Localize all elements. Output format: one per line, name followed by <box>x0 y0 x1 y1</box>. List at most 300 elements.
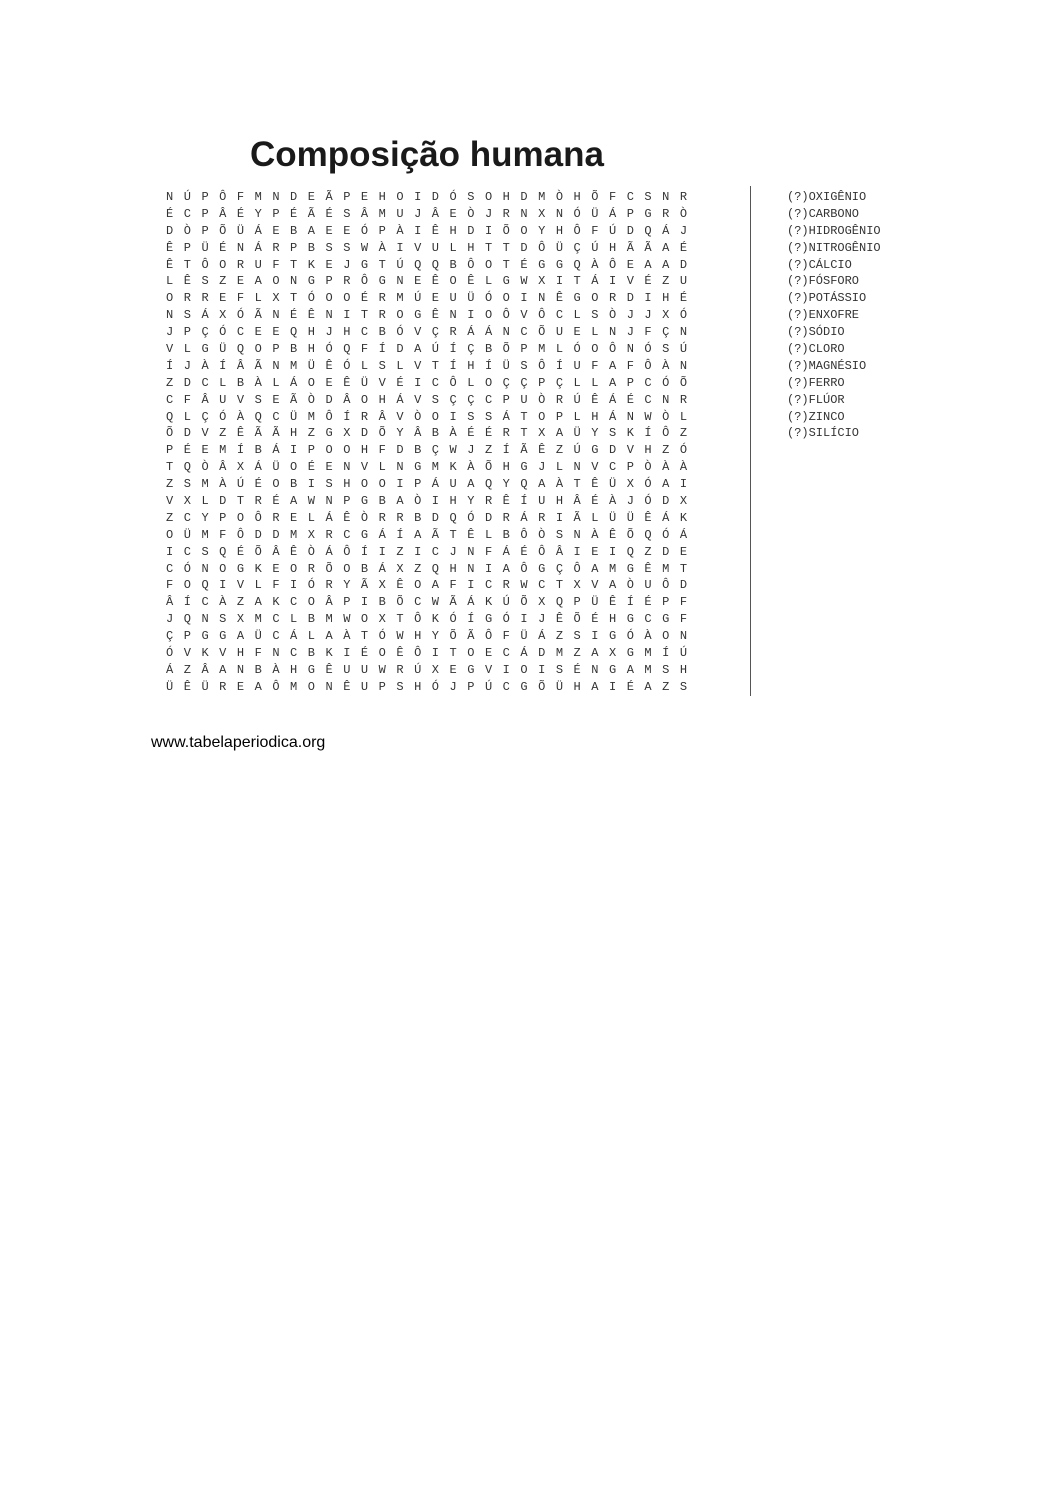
grid-letter[interactable]: Ê <box>343 375 351 390</box>
grid-letter[interactable]: O <box>449 274 457 289</box>
grid-letter[interactable]: Ú <box>679 646 688 661</box>
grid-letter[interactable]: Ã <box>644 240 652 255</box>
grid-letter[interactable]: P <box>502 392 510 407</box>
grid-letter[interactable]: D <box>272 527 280 542</box>
grid-letter[interactable]: O <box>520 223 528 238</box>
grid-letter[interactable]: D <box>608 443 617 458</box>
grid-letter[interactable]: H <box>573 190 581 204</box>
grid-letter[interactable]: M <box>608 561 617 576</box>
grid-letter[interactable]: Ç <box>502 375 510 390</box>
grid-letter[interactable]: R <box>325 527 333 542</box>
grid-letter[interactable]: A <box>414 342 422 357</box>
grid-letter[interactable]: V <box>236 578 245 593</box>
grid-letter[interactable]: S <box>608 426 617 441</box>
grid-letter[interactable]: O <box>166 527 174 542</box>
grid-letter[interactable]: E <box>484 646 493 661</box>
grid-letter[interactable]: O <box>254 342 262 357</box>
grid-letter[interactable]: C <box>431 375 439 390</box>
grid-letter[interactable]: Ó <box>219 409 227 424</box>
grid-letter[interactable]: Ò <box>538 392 546 407</box>
grid-letter[interactable]: Ã <box>520 443 528 458</box>
grid-letter[interactable]: Q <box>484 477 493 492</box>
grid-letter[interactable]: G <box>467 662 475 677</box>
grid-letter[interactable]: U <box>538 494 546 509</box>
grid-letter[interactable]: Ê <box>325 662 333 677</box>
grid-letter[interactable]: É <box>236 206 245 221</box>
footer-link[interactable]: www.tabelaperiodica.org <box>151 734 326 751</box>
grid-letter[interactable]: Ó <box>502 612 510 627</box>
grid-letter[interactable]: Á <box>166 662 174 677</box>
grid-letter[interactable]: N <box>467 544 475 559</box>
grid-letter[interactable]: N <box>396 460 404 475</box>
grid-letter[interactable]: Á <box>290 629 298 644</box>
grid-letter[interactable]: U <box>644 578 652 593</box>
grid-letter[interactable]: R <box>272 240 280 255</box>
grid-letter[interactable]: H <box>378 190 386 204</box>
grid-letter[interactable]: B <box>236 375 245 390</box>
grid-letter[interactable]: D <box>166 223 174 238</box>
grid-letter[interactable]: O <box>414 578 422 593</box>
grid-letter[interactable]: C <box>290 646 298 661</box>
grid-letter[interactable]: Ó <box>360 223 369 238</box>
grid-letter[interactable]: H <box>343 325 351 340</box>
grid-letter[interactable]: P <box>183 325 191 340</box>
grid-letter[interactable]: V <box>626 274 634 289</box>
grid-letter[interactable]: Â <box>325 595 333 610</box>
grid-letter[interactable]: Â <box>343 392 351 407</box>
grid-letter[interactable]: I <box>360 595 369 610</box>
grid-letter[interactable]: N <box>679 325 688 340</box>
grid-letter[interactable]: S <box>219 612 227 627</box>
grid-letter[interactable]: Ó <box>325 342 333 357</box>
grid-letter[interactable]: Ü <box>201 679 209 694</box>
grid-letter[interactable]: Ú <box>396 257 404 272</box>
grid-letter[interactable]: Ê <box>396 646 404 661</box>
grid-letter[interactable]: D <box>626 291 634 306</box>
grid-letter[interactable]: O <box>236 510 245 525</box>
grid-letter[interactable]: C <box>644 612 652 627</box>
grid-letter[interactable]: Ú <box>183 190 191 204</box>
grid-letter[interactable]: O <box>378 477 386 492</box>
grid-letter[interactable]: P <box>343 190 351 204</box>
grid-letter[interactable]: Z <box>183 662 191 677</box>
grid-letter[interactable]: C <box>201 595 209 610</box>
grid-letter[interactable]: S <box>254 392 262 407</box>
grid-letter[interactable]: Ü <box>573 426 581 441</box>
grid-letter[interactable]: V <box>414 240 422 255</box>
grid-letter[interactable]: N <box>343 460 351 475</box>
grid-letter[interactable]: B <box>307 240 315 255</box>
grid-letter[interactable]: O <box>307 595 315 610</box>
grid-letter[interactable]: R <box>538 510 546 525</box>
grid-letter[interactable]: P <box>343 595 351 610</box>
grid-letter[interactable]: X <box>538 274 546 289</box>
grid-letter[interactable]: D <box>396 342 404 357</box>
grid-letter[interactable]: Ã <box>272 426 280 441</box>
grid-letter[interactable]: Ò <box>679 206 688 221</box>
grid-letter[interactable]: R <box>325 578 333 593</box>
grid-letter[interactable]: P <box>626 375 634 390</box>
grid-letter[interactable]: X <box>538 206 546 221</box>
grid-letter[interactable]: O <box>396 308 404 323</box>
grid-letter[interactable]: C <box>166 392 174 407</box>
grid-letter[interactable]: É <box>467 426 475 441</box>
grid-letter[interactable]: H <box>449 494 457 509</box>
grid-letter[interactable]: O <box>325 291 333 306</box>
grid-letter[interactable]: Â <box>201 392 209 407</box>
grid-letter[interactable]: A <box>608 578 617 593</box>
grid-letter[interactable]: Ô <box>573 223 581 238</box>
grid-letter[interactable]: C <box>272 409 280 424</box>
grid-letter[interactable]: À <box>219 595 227 610</box>
grid-letter[interactable]: D <box>520 240 528 255</box>
grid-letter[interactable]: T <box>555 578 564 593</box>
grid-letter[interactable]: Ê <box>431 223 439 238</box>
grid-letter[interactable]: D <box>679 578 688 593</box>
grid-letter[interactable]: Ü <box>254 629 262 644</box>
grid-letter[interactable]: H <box>290 662 298 677</box>
grid-letter[interactable]: Â <box>166 595 174 610</box>
grid-letter[interactable]: Ê <box>555 291 564 306</box>
grid-letter[interactable]: O <box>360 392 369 407</box>
grid-letter[interactable]: Ç <box>201 325 209 340</box>
grid-letter[interactable]: R <box>502 578 510 593</box>
grid-letter[interactable]: A <box>662 240 670 255</box>
grid-letter[interactable]: D <box>484 510 493 525</box>
grid-letter[interactable]: E <box>201 443 209 458</box>
grid-letter[interactable]: B <box>378 595 386 610</box>
grid-letter[interactable]: U <box>555 325 564 340</box>
grid-letter[interactable]: D <box>183 375 191 390</box>
grid-letter[interactable]: P <box>467 679 475 694</box>
grid-letter[interactable]: O <box>166 291 174 306</box>
grid-letter[interactable]: A <box>325 629 333 644</box>
grid-letter[interactable]: Ó <box>626 629 634 644</box>
grid-letter[interactable]: Ê <box>467 274 475 289</box>
grid-letter[interactable]: Ç <box>166 629 174 644</box>
grid-letter[interactable]: Á <box>378 561 386 576</box>
grid-letter[interactable]: D <box>431 510 439 525</box>
grid-letter[interactable]: Í <box>378 342 386 357</box>
grid-letter[interactable]: L <box>254 578 262 593</box>
grid-letter[interactable]: Ò <box>183 223 191 238</box>
grid-letter[interactable]: L <box>360 358 369 373</box>
grid-letter[interactable]: Ó <box>662 375 670 390</box>
grid-letter[interactable]: A <box>608 358 617 373</box>
grid-letter[interactable]: H <box>236 646 245 661</box>
grid-letter[interactable]: M <box>644 646 652 661</box>
grid-letter[interactable]: X <box>183 494 191 509</box>
grid-letter[interactable]: B <box>290 223 298 238</box>
grid-letter[interactable]: C <box>484 578 493 593</box>
grid-letter[interactable]: F <box>254 646 262 661</box>
grid-letter[interactable]: Ê <box>608 527 617 542</box>
grid-letter[interactable]: L <box>591 510 599 525</box>
grid-letter[interactable]: A <box>591 561 599 576</box>
grid-letter[interactable]: C <box>272 612 280 627</box>
grid-letter[interactable]: W <box>449 443 457 458</box>
grid-letter[interactable]: Á <box>325 510 333 525</box>
grid-letter[interactable]: Ú <box>414 662 422 677</box>
grid-letter[interactable]: J <box>414 206 422 221</box>
grid-letter[interactable]: T <box>449 527 457 542</box>
grid-letter[interactable]: D <box>396 443 404 458</box>
grid-letter[interactable]: G <box>555 257 564 272</box>
grid-letter[interactable]: H <box>414 629 422 644</box>
grid-letter[interactable]: E <box>414 274 422 289</box>
grid-letter[interactable]: Ê <box>307 308 315 323</box>
grid-letter[interactable]: F <box>679 612 688 627</box>
grid-letter[interactable]: Q <box>166 409 174 424</box>
grid-letter[interactable]: Ô <box>201 257 209 272</box>
grid-letter[interactable]: Z <box>396 544 404 559</box>
grid-letter[interactable]: R <box>272 510 280 525</box>
grid-letter[interactable]: Â <box>201 662 209 677</box>
grid-letter[interactable]: R <box>679 190 688 204</box>
grid-letter[interactable]: É <box>396 375 404 390</box>
grid-letter[interactable]: E <box>325 223 333 238</box>
grid-letter[interactable]: Ê <box>431 308 439 323</box>
grid-letter[interactable]: G <box>201 342 209 357</box>
grid-letter[interactable]: Á <box>608 206 617 221</box>
grid-letter[interactable]: P <box>272 342 280 357</box>
grid-letter[interactable]: Õ <box>573 612 581 627</box>
grid-letter[interactable]: H <box>644 443 652 458</box>
grid-letter[interactable]: D <box>431 190 439 204</box>
grid-letter[interactable]: X <box>626 477 634 492</box>
grid-letter[interactable]: Ã <box>325 190 333 204</box>
grid-letter[interactable]: Ó <box>644 342 652 357</box>
grid-letter[interactable]: K <box>431 612 439 627</box>
grid-letter[interactable]: D <box>290 190 298 204</box>
grid-letter[interactable]: I <box>484 561 493 576</box>
grid-letter[interactable]: J <box>343 257 351 272</box>
grid-letter[interactable]: Õ <box>449 629 457 644</box>
grid-letter[interactable]: Ü <box>608 477 617 492</box>
grid-letter[interactable]: D <box>520 190 528 204</box>
grid-letter[interactable]: F <box>166 578 174 593</box>
grid-letter[interactable]: X <box>343 426 351 441</box>
grid-letter[interactable]: Ò <box>644 460 652 475</box>
grid-letter[interactable]: X <box>236 460 245 475</box>
grid-letter[interactable]: Ô <box>236 527 245 542</box>
grid-letter[interactable]: Õ <box>538 325 546 340</box>
grid-letter[interactable]: J <box>626 308 634 323</box>
grid-letter[interactable]: Õ <box>502 223 510 238</box>
grid-letter[interactable]: P <box>325 274 333 289</box>
grid-letter[interactable]: À <box>591 527 599 542</box>
grid-letter[interactable]: I <box>414 190 422 204</box>
grid-letter[interactable]: G <box>360 494 369 509</box>
grid-letter[interactable]: R <box>502 510 510 525</box>
grid-letter[interactable]: Á <box>502 544 510 559</box>
grid-letter[interactable]: L <box>254 291 262 306</box>
grid-letter[interactable]: O <box>431 409 439 424</box>
grid-letter[interactable]: L <box>378 460 386 475</box>
grid-letter[interactable]: G <box>307 662 315 677</box>
grid-letter[interactable]: N <box>272 308 280 323</box>
grid-letter[interactable]: Q <box>201 578 209 593</box>
grid-letter[interactable]: L <box>396 358 404 373</box>
grid-letter[interactable]: À <box>679 460 688 475</box>
grid-letter[interactable]: Â <box>272 544 280 559</box>
grid-letter[interactable]: Ô <box>272 679 280 694</box>
grid-letter[interactable]: J <box>449 544 457 559</box>
grid-letter[interactable]: E <box>449 206 457 221</box>
grid-letter[interactable]: I <box>396 477 404 492</box>
grid-letter[interactable]: Á <box>467 595 475 610</box>
grid-letter[interactable]: Ü <box>555 240 564 255</box>
grid-letter[interactable]: D <box>325 392 333 407</box>
grid-letter[interactable]: F <box>183 392 191 407</box>
grid-letter[interactable]: M <box>307 409 315 424</box>
grid-letter[interactable]: G <box>538 561 546 576</box>
grid-letter[interactable]: V <box>236 392 245 407</box>
grid-letter[interactable]: I <box>467 308 475 323</box>
grid-letter[interactable]: P <box>626 460 634 475</box>
grid-letter[interactable]: J <box>626 325 634 340</box>
grid-letter[interactable]: G <box>608 662 617 677</box>
grid-letter[interactable]: K <box>272 595 280 610</box>
grid-letter[interactable]: Ê <box>431 274 439 289</box>
grid-letter[interactable]: Ô <box>662 426 670 441</box>
grid-letter[interactable]: Ã <box>254 426 262 441</box>
grid-letter[interactable]: T <box>484 240 493 255</box>
grid-letter[interactable]: O <box>183 578 191 593</box>
grid-letter[interactable]: Ó <box>484 291 493 306</box>
grid-letter[interactable]: N <box>662 190 670 204</box>
grid-letter[interactable]: Ú <box>484 679 493 694</box>
grid-letter[interactable]: Q <box>626 544 634 559</box>
grid-letter[interactable]: M <box>662 561 670 576</box>
grid-letter[interactable]: Ó <box>307 291 315 306</box>
grid-letter[interactable]: À <box>449 426 457 441</box>
grid-letter[interactable]: I <box>538 662 546 677</box>
grid-letter[interactable]: L <box>467 375 475 390</box>
grid-letter[interactable]: Y <box>431 629 439 644</box>
grid-letter[interactable]: Í <box>626 595 634 610</box>
grid-letter[interactable]: K <box>254 561 262 576</box>
grid-letter[interactable]: S <box>343 206 351 221</box>
grid-letter[interactable]: G <box>360 257 369 272</box>
grid-letter[interactable]: S <box>573 629 581 644</box>
grid-letter[interactable]: Z <box>166 477 174 492</box>
grid-letter[interactable]: U <box>254 257 262 272</box>
grid-letter[interactable]: Ô <box>644 358 652 373</box>
grid-letter[interactable]: C <box>166 561 174 576</box>
grid-letter[interactable]: V <box>183 646 191 661</box>
grid-letter[interactable]: L <box>272 375 280 390</box>
grid-letter[interactable]: Á <box>591 274 599 289</box>
grid-letter[interactable]: Ô <box>343 544 351 559</box>
grid-letter[interactable]: M <box>254 190 262 204</box>
grid-letter[interactable]: P <box>201 223 209 238</box>
grid-letter[interactable]: Ó <box>396 325 404 340</box>
grid-letter[interactable]: P <box>307 443 315 458</box>
grid-letter[interactable]: S <box>325 240 333 255</box>
grid-letter[interactable]: Y <box>467 494 475 509</box>
grid-letter[interactable]: E <box>307 190 315 204</box>
grid-letter[interactable]: R <box>396 510 404 525</box>
grid-letter[interactable]: V <box>484 662 493 677</box>
grid-letter[interactable]: Z <box>219 426 227 441</box>
grid-letter[interactable]: Í <box>360 544 369 559</box>
grid-letter[interactable]: V <box>414 392 422 407</box>
grid-letter[interactable]: A <box>502 561 510 576</box>
grid-letter[interactable]: G <box>626 612 634 627</box>
grid-letter[interactable]: X <box>662 308 670 323</box>
grid-letter[interactable]: A <box>254 274 262 289</box>
grid-letter[interactable]: À <box>378 240 386 255</box>
grid-letter[interactable]: À <box>662 358 670 373</box>
grid-letter[interactable]: B <box>290 477 298 492</box>
grid-letter[interactable]: R <box>201 291 209 306</box>
grid-letter[interactable]: Í <box>183 595 191 610</box>
grid-letter[interactable]: É <box>626 392 634 407</box>
grid-letter[interactable]: Ê <box>183 274 191 289</box>
grid-letter[interactable]: Á <box>254 223 262 238</box>
grid-letter[interactable]: A <box>608 375 617 390</box>
grid-letter[interactable]: N <box>626 342 634 357</box>
grid-letter[interactable]: Ô <box>538 358 546 373</box>
grid-letter[interactable]: R <box>484 494 493 509</box>
grid-letter[interactable]: Ó <box>431 679 439 694</box>
grid-letter[interactable]: G <box>219 629 227 644</box>
grid-letter[interactable]: N <box>166 308 174 323</box>
grid-letter[interactable]: C <box>272 629 280 644</box>
grid-letter[interactable]: I <box>484 223 493 238</box>
grid-letter[interactable]: Á <box>254 460 262 475</box>
grid-letter[interactable]: À <box>201 358 209 373</box>
grid-letter[interactable]: Z <box>414 561 422 576</box>
grid-letter[interactable]: L <box>573 409 581 424</box>
grid-letter[interactable]: S <box>662 662 670 677</box>
grid-letter[interactable]: Ò <box>467 206 475 221</box>
grid-letter[interactable]: Ó <box>449 190 457 204</box>
grid-letter[interactable]: G <box>520 679 528 694</box>
grid-letter[interactable]: T <box>360 308 369 323</box>
grid-letter[interactable]: S <box>679 679 688 694</box>
grid-letter[interactable]: B <box>449 257 457 272</box>
grid-letter[interactable]: Õ <box>538 679 546 694</box>
grid-letter[interactable]: V <box>396 409 404 424</box>
grid-letter[interactable]: G <box>325 426 333 441</box>
grid-letter[interactable]: Õ <box>591 190 599 204</box>
grid-letter[interactable]: Á <box>520 510 528 525</box>
grid-letter[interactable]: P <box>555 409 564 424</box>
grid-letter[interactable]: É <box>307 460 315 475</box>
grid-letter[interactable]: Ç <box>467 392 475 407</box>
grid-letter[interactable]: M <box>290 527 298 542</box>
grid-letter[interactable]: N <box>573 527 581 542</box>
grid-letter[interactable]: N <box>272 190 280 204</box>
grid-letter[interactable]: I <box>307 477 315 492</box>
grid-letter[interactable]: Á <box>431 477 439 492</box>
grid-letter[interactable]: E <box>325 257 333 272</box>
grid-letter[interactable]: Y <box>343 578 351 593</box>
grid-letter[interactable]: R <box>343 274 351 289</box>
grid-letter[interactable]: M <box>201 477 209 492</box>
grid-letter[interactable]: O <box>360 612 369 627</box>
grid-letter[interactable]: Ò <box>414 409 422 424</box>
grid-letter[interactable]: P <box>343 494 351 509</box>
grid-letter[interactable]: Ü <box>626 510 634 525</box>
grid-letter[interactable]: V <box>591 578 599 593</box>
grid-letter[interactable]: Õ <box>679 375 688 390</box>
grid-letter[interactable]: A <box>236 629 245 644</box>
grid-letter[interactable]: B <box>378 325 386 340</box>
grid-letter[interactable]: Ô <box>608 257 617 272</box>
